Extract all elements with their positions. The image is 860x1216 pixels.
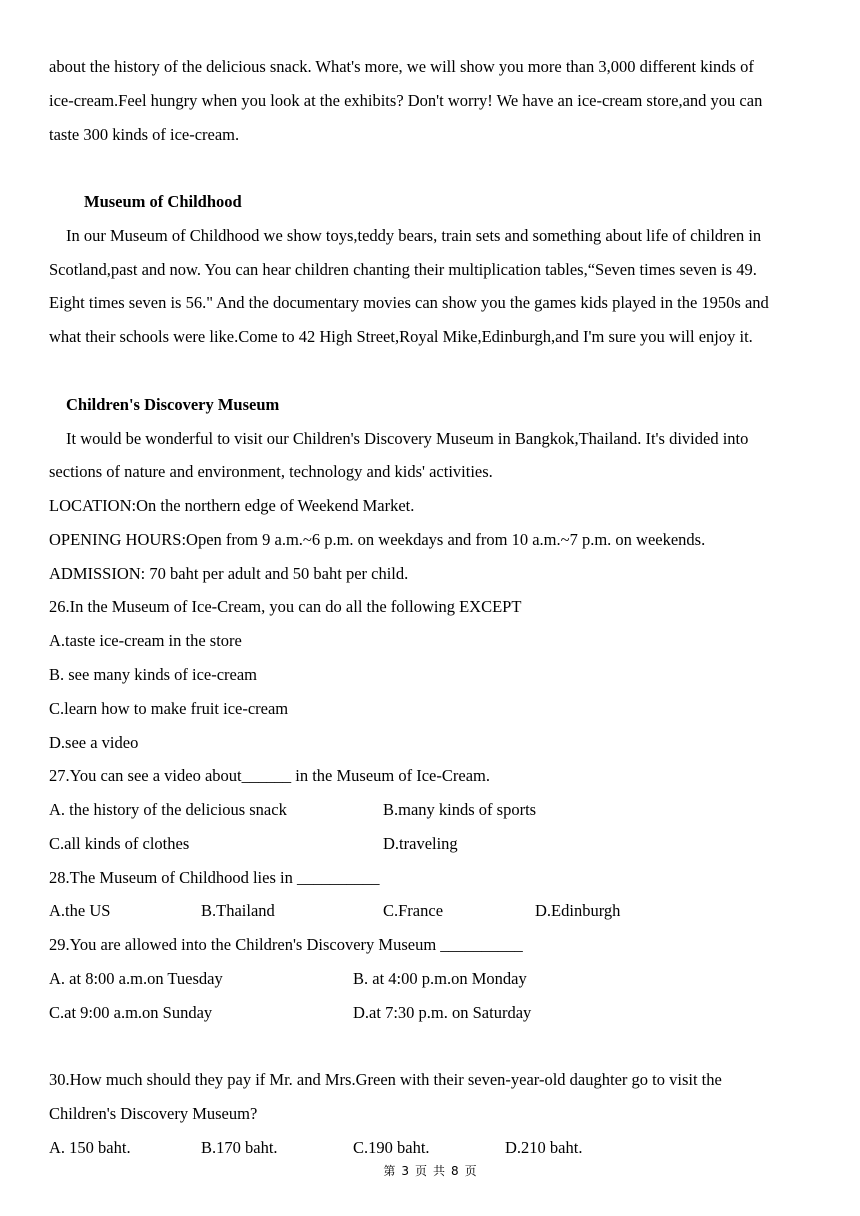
question-28-option-b: B.Thailand (201, 901, 275, 920)
paragraph-line: Scotland,past and now. You can hear children chanting their multiplication tables,“Seven times seven is 49. (49, 260, 757, 279)
admission-line: ADMISSION: 70 baht per adult and 50 baht per child. (49, 564, 409, 583)
paragraph-line: taste 300 kinds of ice-cream. (49, 125, 240, 144)
location-line: LOCATION:On the northern edge of Weekend Market. (49, 496, 415, 515)
question-27-option-a: A. the history of the delicious snack (49, 800, 287, 819)
paragraph-line: what their schools were like.Come to 42 High Street,Royal Mike,Edinburgh,and I'm sure you will enjoy it. (49, 327, 753, 346)
paragraph-line: Eight times seven is 56." And the documentary movies can show you the games kids played in the 1950s and (49, 293, 769, 312)
question-30-stem-line: Children's Discovery Museum? (49, 1104, 258, 1123)
page-footer (0, 1163, 860, 1179)
question-28-option-c: C.France (383, 901, 444, 920)
question-26-option-c: C.learn how to make fruit ice-cream (49, 699, 289, 718)
question-27-option-c: C.all kinds of clothes (49, 834, 190, 853)
question-29-option-d: D.at 7:30 p.m. on Saturday (353, 1003, 532, 1022)
question-27-stem: 27.You can see a video about______ in the Museum of Ice-Cream. (49, 766, 490, 785)
question-27-option-d: D.traveling (383, 834, 458, 853)
total-pages-number: 8 (451, 1164, 459, 1178)
footer-ye: 页 (414, 1164, 427, 1178)
question-30-option-d: D.210 baht. (505, 1138, 583, 1157)
paragraph-line: about the history of the delicious snack. What's more, we will show you more than 3,000 different kinds of (49, 57, 754, 76)
paragraph-line: sections of nature and environment, technology and kids' activities. (49, 462, 493, 481)
question-30-stem-line: 30.How much should they pay if Mr. and Mrs.Green with their seven-year-old daughter go to visit the (49, 1070, 722, 1089)
question-27-option-b: B.many kinds of sports (383, 800, 537, 819)
question-28-option-a: A.the US (49, 901, 111, 920)
section-heading-childhood: Museum of Childhood (84, 192, 242, 211)
question-29-option-c: C.at 9:00 a.m.on Sunday (49, 1003, 213, 1022)
footer-gong: 共 (433, 1164, 446, 1178)
paragraph-line: ice-cream.Feel hungry when you look at the exhibits? Don't worry! We have an ice-cream store,and you can (49, 91, 763, 110)
question-29-stem: 29.You are allowed into the Children's Discovery Museum __________ (49, 935, 523, 954)
question-28-option-d: D.Edinburgh (535, 901, 621, 920)
current-page-number: 3 (401, 1164, 409, 1178)
paragraph-line: It would be wonderful to visit our Children's Discovery Museum in Bangkok,Thailand. It's divided into (66, 429, 749, 448)
question-26-option-b: B. see many kinds of ice-cream (49, 665, 258, 684)
paragraph-line: In our Museum of Childhood we show toys,teddy bears, train sets and something about life of children in (66, 226, 762, 245)
question-26-option-a: A.taste ice-cream in the store (49, 631, 242, 650)
footer-di: 第 (383, 1164, 396, 1178)
question-30-option-c: C.190 baht. (353, 1138, 430, 1157)
footer-ye: 页 (464, 1164, 477, 1178)
section-heading-discovery: Children's Discovery Museum (66, 395, 280, 414)
question-29-option-b: B. at 4:00 p.m.on Monday (353, 969, 527, 988)
question-30-option-a: A. 150 baht. (49, 1138, 131, 1157)
question-28-stem: 28.The Museum of Childhood lies in __________ (49, 868, 380, 887)
question-30-option-b: B.170 baht. (201, 1138, 278, 1157)
question-29-option-a: A. at 8:00 a.m.on Tuesday (49, 969, 223, 988)
question-26-option-d: D.see a video (49, 733, 139, 752)
question-26-stem: 26.In the Museum of Ice-Cream, you can do all the following EXCEPT (49, 597, 522, 616)
opening-hours-line: OPENING HOURS:Open from 9 a.m.~6 p.m. on weekdays and from 10 a.m.~7 p.m. on weekends. (49, 530, 706, 549)
